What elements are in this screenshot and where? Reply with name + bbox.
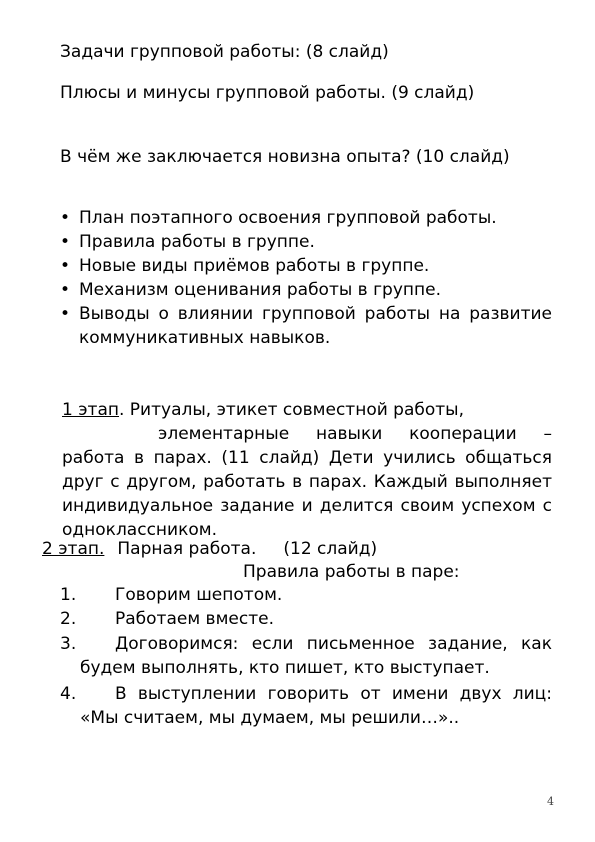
pair-rules-title: Правила работы в паре: xyxy=(243,562,460,582)
stage2-line: 2 этап. Парная работа. (12 слайд) xyxy=(42,539,378,559)
bullet-dot-icon: • xyxy=(60,256,71,276)
novelty-line: В чём же заключается новизна опыта? (10 слайд) xyxy=(60,147,510,167)
page-number: 4 xyxy=(547,795,554,808)
stage1-label: 1 этап xyxy=(62,400,119,420)
rule-number: 4. xyxy=(60,684,77,704)
tasks-line: Задачи групповой работы: (8 слайд) xyxy=(60,42,389,62)
stage1-first-line: 1 этап. Ритуалы, этикет совместной работы, xyxy=(62,400,464,420)
bullet-item: • Выводы о влиянии групповой работы на развитие коммуникативных навыков. xyxy=(60,304,552,348)
stage2-label: 2 этап. xyxy=(42,539,105,559)
bullet-item: • Механизм оценивания работы в группе. xyxy=(60,280,441,300)
bullet-item: • План поэтапного освоения групповой работы. xyxy=(60,208,497,228)
rule-item: 1. Говорим шепотом. xyxy=(60,585,283,605)
stage1-second-line: элементарные навыки кооперации – xyxy=(158,424,552,444)
rule-number: 1. xyxy=(60,585,77,605)
rule-number: 3. xyxy=(60,634,77,654)
bullet-dot-icon: • xyxy=(60,280,71,300)
bullet-dot-icon: • xyxy=(60,232,71,252)
novelty-bullet-list xyxy=(60,206,552,350)
pair-rules-list xyxy=(60,583,552,730)
pros-cons-line: Плюсы и минусы групповой работы. (9 слайд) xyxy=(60,83,475,103)
bullet-dot-icon: • xyxy=(60,304,71,324)
bullet-item: • Новые виды приёмов работы в группе. xyxy=(60,256,430,276)
bullet-item: • Правила работы в группе. xyxy=(60,232,315,252)
stage1-description: работа в парах. (11 слайд) Дети учились общаться друг с другом, работать в парах. Каждый выполняет индивидуальное задание и делится своим успехом с одноклассником. xyxy=(62,448,552,540)
rule-number: 2. xyxy=(60,609,77,629)
rule-item: 2. Работаем вместе. xyxy=(60,609,274,629)
rule-item: 3. Договоримся: если письменное задание, как будем выполнять, кто пишет, кто выступает. xyxy=(60,634,552,678)
bullet-dot-icon: • xyxy=(60,208,71,228)
rule-item: 4. В выступлении говорить от имени двух лиц: «Мы считаем, мы думаем, мы решили…».. xyxy=(60,684,552,728)
